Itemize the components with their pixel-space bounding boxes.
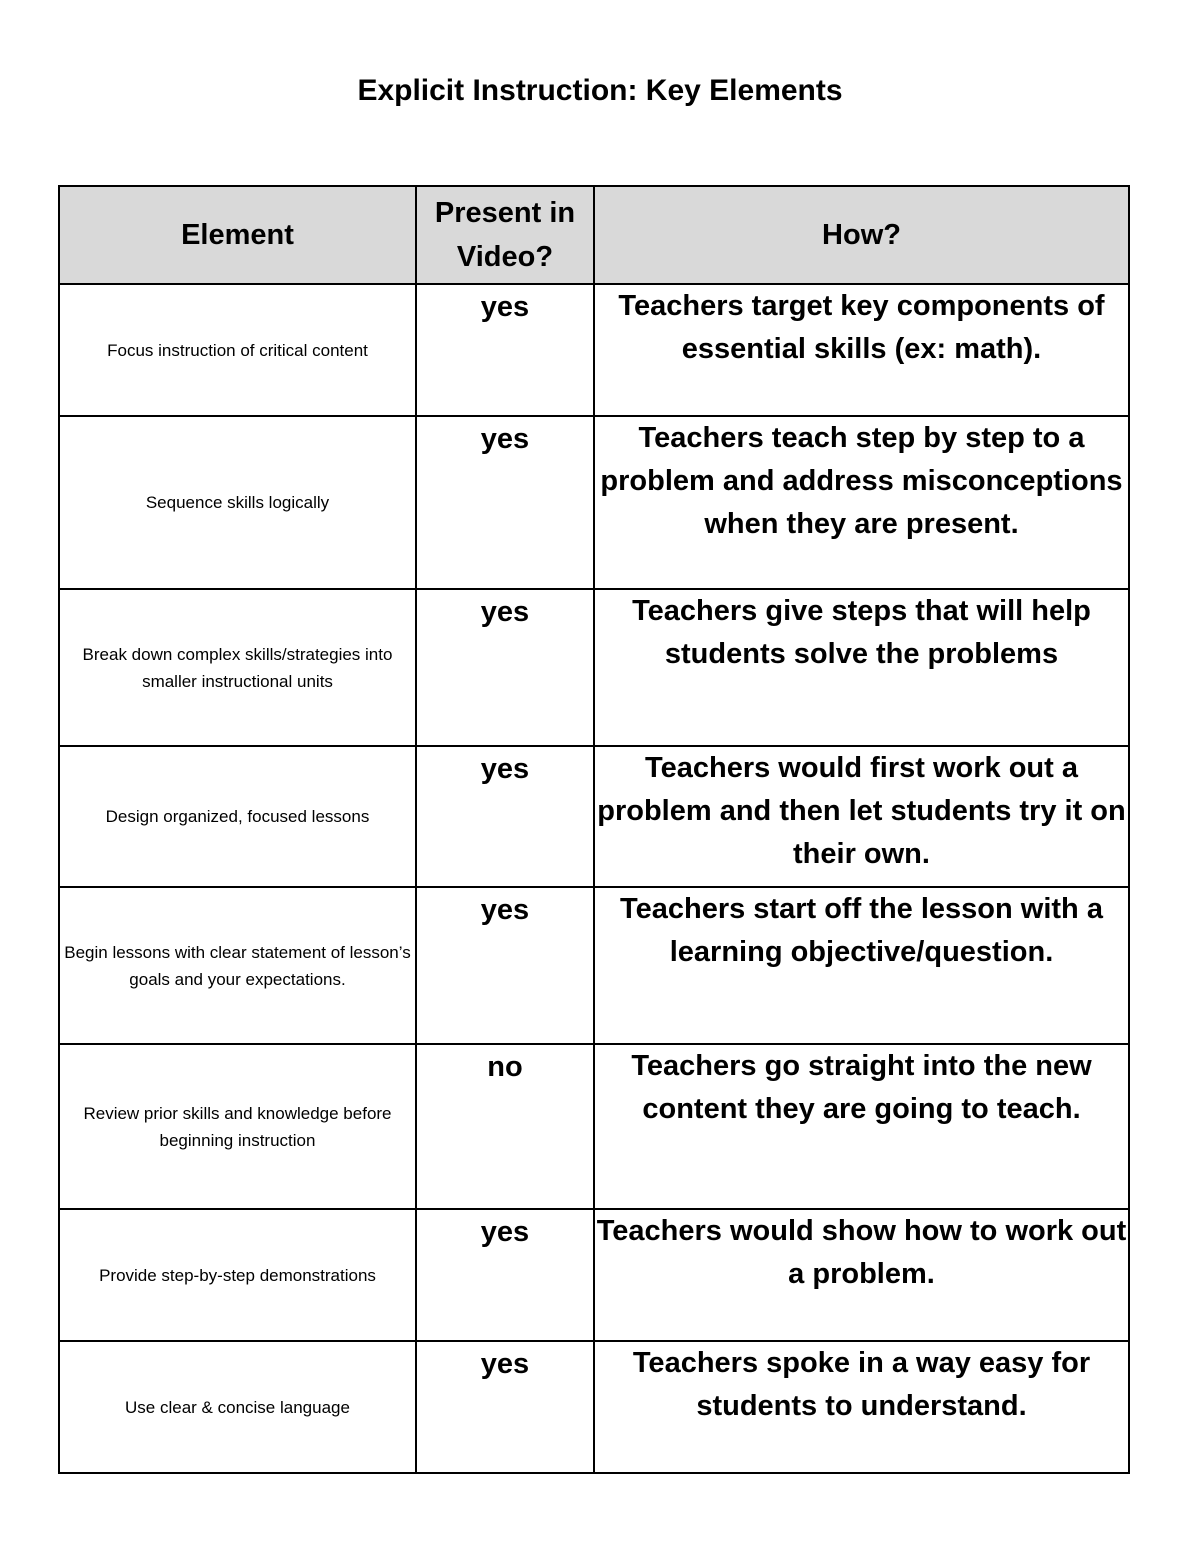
table-header-row <box>59 186 1129 284</box>
element-cell: Provide step-by-step demonstrations <box>59 1209 416 1341</box>
table-row <box>59 1044 1129 1209</box>
how-cell: Teachers would show how to work out a problem. <box>594 1209 1129 1341</box>
how-cell: Teachers spoke in a way easy for students to understand. <box>594 1341 1129 1473</box>
table-row <box>59 284 1129 416</box>
present-cell: yes <box>416 887 594 1044</box>
present-cell: yes <box>416 1209 594 1341</box>
table-row <box>59 589 1129 746</box>
how-cell: Teachers teach step by step to a problem and address misconceptions when they are present. <box>594 416 1129 589</box>
table-row <box>59 1341 1129 1473</box>
how-cell: Teachers would first work out a problem and then let students try it on their own. <box>594 746 1129 887</box>
how-cell: Teachers go straight into the new content they are going to teach. <box>594 1044 1129 1209</box>
element-cell: Focus instruction of critical content <box>59 284 416 416</box>
header-element: Element <box>59 186 416 284</box>
present-cell: yes <box>416 589 594 746</box>
present-cell: yes <box>416 746 594 887</box>
header-how: How? <box>594 186 1129 284</box>
how-cell: Teachers target key components of essential skills (ex: math). <box>594 284 1129 416</box>
how-cell: Teachers start off the lesson with a learning objective/question. <box>594 887 1129 1044</box>
present-cell: yes <box>416 284 594 416</box>
key-elements-table <box>58 185 1130 1474</box>
table-row <box>59 1209 1129 1341</box>
element-cell: Break down complex skills/strategies into smaller instructional units <box>59 589 416 746</box>
element-cell: Design organized, focused lessons <box>59 746 416 887</box>
present-cell: yes <box>416 1341 594 1473</box>
element-cell: Begin lessons with clear statement of lesson’s goals and your expectations. <box>59 887 416 1044</box>
element-cell: Review prior skills and knowledge before beginning instruction <box>59 1044 416 1209</box>
table-row <box>59 746 1129 887</box>
table-row <box>59 416 1129 589</box>
header-present-in-video: Present in Video? <box>416 186 594 284</box>
how-cell: Teachers give steps that will help students solve the problems <box>594 589 1129 746</box>
table-row <box>59 887 1129 1044</box>
element-cell: Sequence skills logically <box>59 416 416 589</box>
element-cell: Use clear & concise language <box>59 1341 416 1473</box>
present-cell: no <box>416 1044 594 1209</box>
page-title: Explicit Instruction: Key Elements <box>357 74 843 107</box>
present-cell: yes <box>416 416 594 589</box>
